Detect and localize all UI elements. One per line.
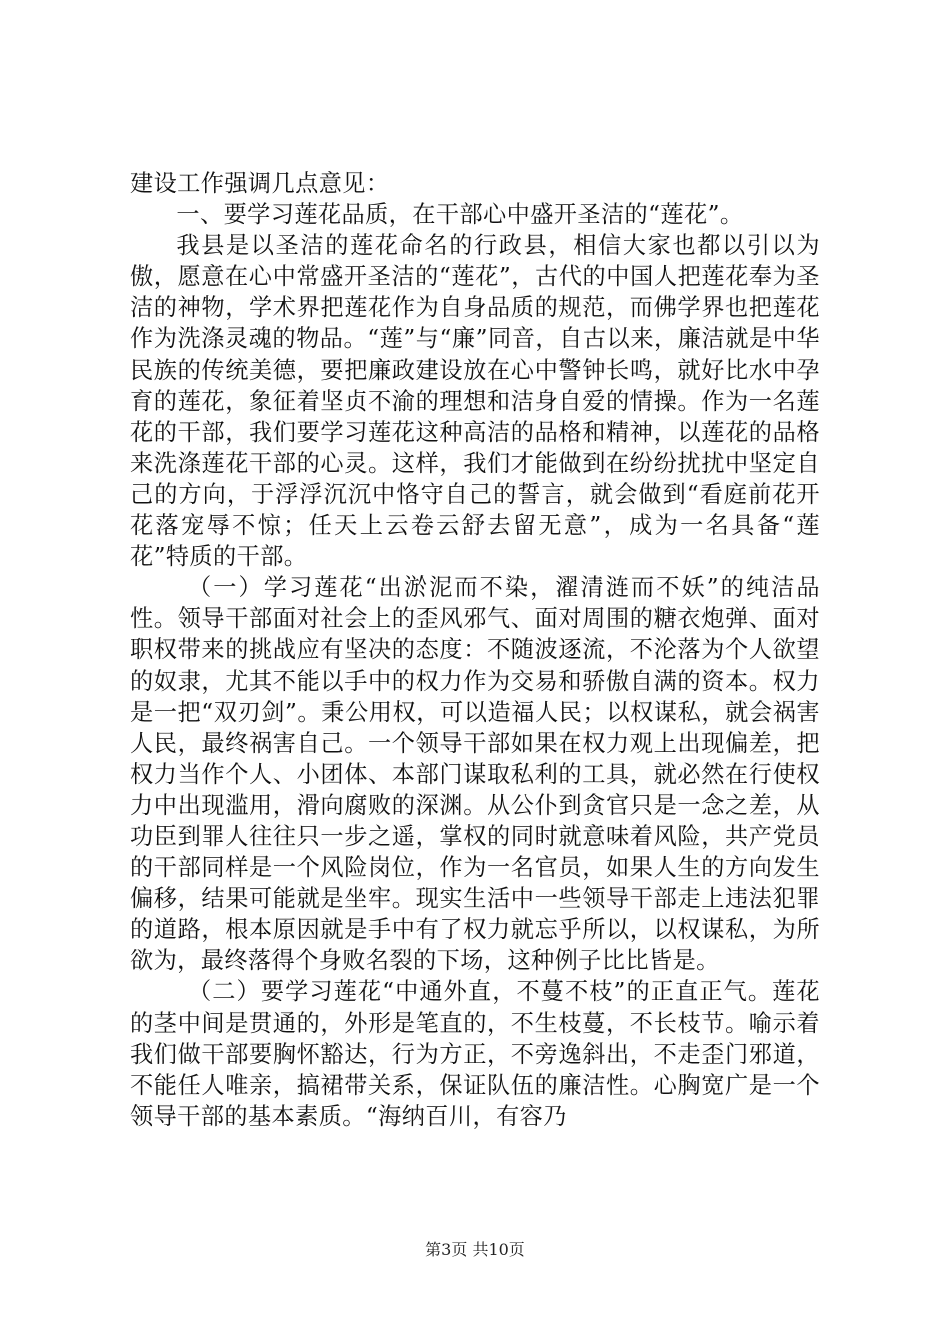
- paragraph-subsection-2: （二）要学习莲花“中通外直，不蔓不枝”的正直正气。莲花的茎中间是贯通的，外形是笔直的，不生枝蔓，不长枝节。喻示着我们做干部要胸怀豁达，行为方正，不旁逸斜出，不走歪门邪道，不能任人唯亲，搞裙带关系，保证队伍的廉洁性。心胸宽广是一个领导干部的基本素质。“海纳百川，有容乃: [130, 978, 820, 1130]
- paragraph-subsection-1: （一）学习莲花“出淤泥而不染，濯清涟而不妖”的纯洁品性。领导干部面对社会上的歪风邪气、面对周围的糖衣炮弹、面对职权带来的挑战应有坚决的态度：不随波逐流，不沦落为个人欲望的奴隶，尤其不能以手中的权力作为交易和骄傲自满的资本。权力是一把“双刃剑”。秉公用权，可以造福人民；以权谋私，就会祸害人民，最终祸害自己。一个领导干部如果在权力观上出现偏差，把权力当作个人、小团体、本部门谋取私利的工具，就必然在行使权力中出现滥用，滑向腐败的深渊。从公仆到贪官只是一念之差，从功臣到罪人往往只一步之遥，掌权的同时就意味着风险，共产党员的干部同样是一个风险岗位，作为一名官员，如果人生的方向发生偏移，结果可能就是坐牢。现实生活中一些领导干部走上违法犯罪的道路，根本原因就是手中有了权力就忘乎所以，以权谋私，为所欲为，最终落得个身败名裂的下场，这种例子比比皆是。: [130, 574, 820, 975]
- document-body: [130, 168, 820, 1132]
- section-heading-1: 一、要学习莲花品质，在干部心中盛开圣洁的“莲花”。: [176, 201, 744, 229]
- page-footer: 第3页 共10页: [425, 1240, 525, 1259]
- paragraph-lotus-county: 我县是以圣洁的莲花命名的行政县，相信大家也都以引以为傲，愿意在心中常盛开圣洁的“莲花”，古代的中国人把莲花奉为圣洁的神物，学术界把莲花作为自身品质的规范，而佛学界也把莲花作为洗涤灵魂的物品。“莲”与“廉”同音，自古以来，廉洁就是中华民族的传统美德，要把廉政建设放在心中警钟长鸣，就好比水中孕育的莲花，象征着坚贞不渝的理想和洁身自爱的情操。作为一名莲花的干部，我们要学习莲花这种高洁的品格和精神，以莲花的品格来洗涤莲花干部的心灵。这样，我们才能做到在纷纷扰扰中坚定自己的方向，于浮浮沉沉中恪守自己的誓言，就会做到“看庭前花开花落宠辱不惊；任天上云卷云舒去留无意”，成为一名具备“莲花”特质的干部。: [130, 232, 820, 571]
- paragraph-intro: 建设工作强调几点意见：: [130, 170, 390, 197]
